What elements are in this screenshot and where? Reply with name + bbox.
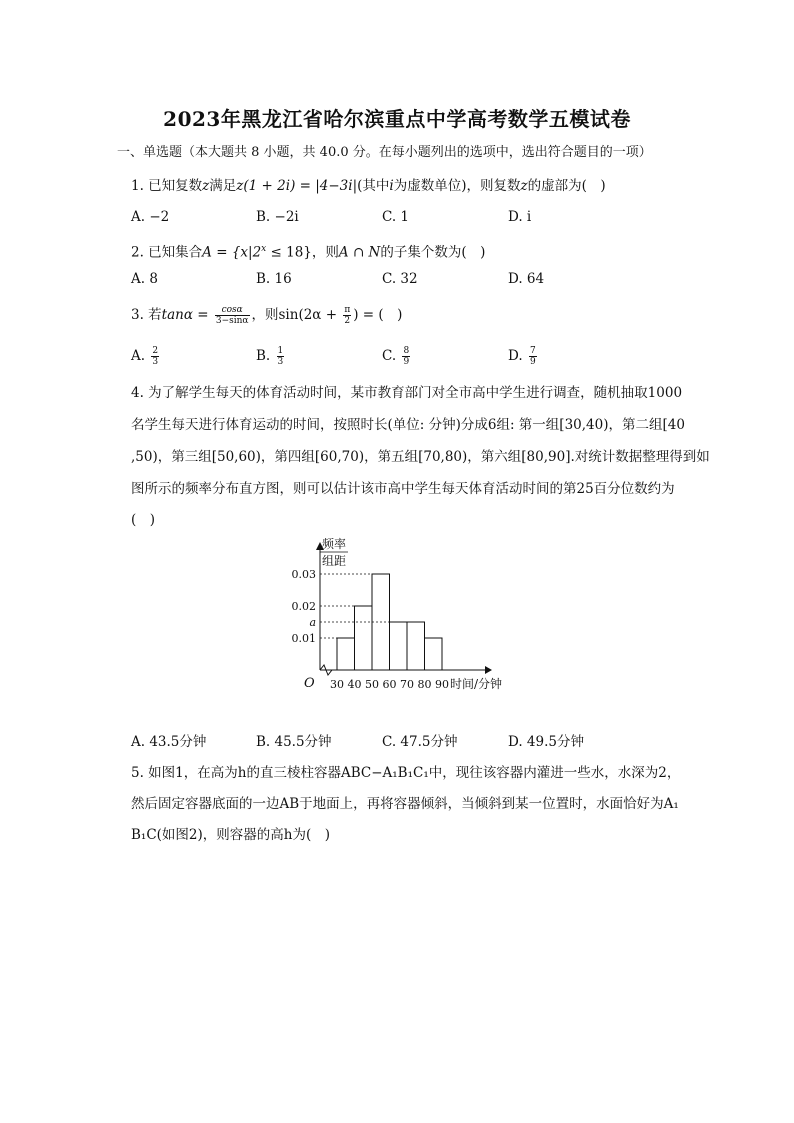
y-tick-label: a (309, 616, 316, 629)
y-label-bottom: 组距 (322, 554, 347, 568)
q1-option-c[interactable]: C. 1 (382, 209, 410, 225)
q4-line-5: ( ) (131, 512, 156, 528)
q2-option-b[interactable]: B. 16 (256, 271, 292, 287)
q2-expression: ≤ 18} (266, 244, 312, 261)
q3-denominator: 2 (344, 316, 351, 326)
option-letter: D. (508, 348, 523, 364)
histogram-bar (425, 638, 443, 670)
q4-line-1: 4. 为了解学生每天的体育活动时间，某市教育部门对全市高中学生进行调查，随机抽取1000 (131, 385, 683, 401)
q1-var: z (202, 178, 210, 194)
option-letter: C. (382, 348, 397, 364)
option-denominator: 3 (152, 357, 159, 367)
x-tick-label: 30 (330, 678, 344, 691)
q2-option-c[interactable]: C. 32 (382, 271, 418, 287)
histogram-bar (407, 622, 425, 670)
option-numerator: 7 (529, 346, 536, 356)
q3-expression: ) = ( ) (353, 307, 403, 323)
q1-text: 满足 (209, 178, 237, 194)
question-1 (131, 177, 606, 195)
y-tick-label: 0.03 (291, 568, 316, 581)
q4-option-a[interactable]: A. 43.5分钟 (131, 734, 207, 750)
q3-option-d[interactable] (508, 346, 539, 367)
q3-text: ，则 (251, 307, 279, 323)
q1-expression: z(1 + 2i) = |4−3i| (236, 178, 358, 194)
q4-option-c[interactable]: C. 47.5分钟 (382, 734, 458, 750)
q4-option-b[interactable]: B. 45.5分钟 (256, 734, 332, 750)
option-numerator: 8 (403, 346, 410, 356)
option-denominator: 3 (277, 357, 284, 367)
q3-expression: sin(2α + (278, 307, 342, 323)
q1-var: i (389, 178, 394, 194)
q3-option-c[interactable] (382, 346, 412, 367)
q1-option-a[interactable]: A. −2 (131, 209, 170, 225)
q3-numerator: cosα (215, 305, 250, 316)
q1-option-d[interactable]: D. i (508, 209, 532, 225)
q3-denominator: 3−sinα (215, 316, 249, 326)
q1-text: 的虚部为( ) (527, 178, 606, 194)
histogram-bar (355, 606, 373, 670)
option-numerator: 1 (277, 346, 284, 356)
question-3 (131, 305, 402, 326)
q3-fraction (215, 305, 250, 326)
q2-expression: A = {x|2 (202, 244, 262, 261)
q1-text: 为虚数单位)，则复数 (393, 178, 521, 194)
x-tick-label: 50 (365, 678, 379, 691)
option-denominator: 9 (403, 357, 410, 367)
x-tick-label: 60 (382, 678, 397, 691)
q1-text: (其中 (357, 178, 390, 194)
option-letter: A. (131, 348, 146, 364)
q1-var: z (520, 178, 528, 194)
q1-text: 1. 已知复数 (131, 178, 203, 194)
q4-line-3: ,50)，第三组[50,60)，第四组[60,70)，第五组[70,80)，第六组[80,90].对统计数据整理得到如 (131, 449, 710, 465)
origin-label: O (304, 676, 315, 691)
x-tick-label: 80 (417, 678, 432, 691)
q5-line-2: 然后固定容器底面的一边AB于地面上，再将容器倾斜，当倾斜到某一位置时，水面恰好为A₁ (131, 796, 679, 812)
q2-text: 的子集个数为( ) (380, 244, 486, 261)
option-numerator: 2 (152, 346, 159, 356)
q3-numerator: π (344, 305, 351, 315)
q3-text: 3. 若 (131, 307, 162, 323)
q3-expression: tanα = (161, 307, 213, 323)
q4-option-d[interactable]: D. 49.5分钟 (508, 734, 584, 750)
q2-exponent: x (261, 244, 267, 254)
y-tick-label: 0.01 (291, 632, 316, 645)
q2-option-a[interactable]: A. 8 (131, 271, 158, 287)
y-tick-label: 0.02 (291, 600, 316, 613)
q2-expression: A ∩ N (338, 244, 381, 261)
histogram-bar (337, 638, 355, 670)
question-2 (131, 240, 485, 262)
x-axis-label: 时间/分钟 (450, 677, 503, 691)
q3-pi-fraction (343, 305, 351, 326)
option-denominator: 9 (529, 357, 536, 367)
x-tick-label: 40 (347, 678, 362, 691)
x-tick-label: 70 (400, 678, 414, 691)
q3-option-a[interactable] (131, 346, 161, 367)
frequency-histogram (280, 530, 530, 705)
option-letter: B. (256, 348, 271, 364)
q4-line-2: 名学生每天进行体育运动的时间，按照时长(单位: 分钟)分成6组: 第一组[30,40)，第二组[40 (131, 417, 685, 433)
x-axis-arrow (485, 666, 492, 674)
q2-option-d[interactable]: D. 64 (508, 271, 545, 287)
q4-line-4: 图所示的频率分布直方图，则可以估计该市高中学生每天体育活动时间的第25百分位数约为 (131, 481, 675, 497)
q2-text: 2. 已知集合 (131, 244, 203, 261)
q5-line-1: 5. 如图1，在高为h的直三棱柱容器ABC−A₁B₁C₁中，现往该容器内灌进一些水，水深为2， (131, 765, 681, 781)
section-heading: 一、单选题（本大题共 8 小题，共 40.0 分。在每小题列出的选项中，选出符合题目的一项） (117, 145, 652, 160)
x-tick-label: 90 (435, 678, 449, 691)
paper-title: 2023年黑龙江省哈尔滨重点中学高考数学五模试卷 (163, 107, 631, 131)
q1-option-b[interactable]: B. −2i (256, 209, 299, 225)
q5-line-3: B₁C(如图2)，则容器的高h为( ) (131, 827, 331, 843)
q2-text: ，则 (311, 244, 339, 261)
y-label-top: 频率 (322, 537, 347, 551)
q3-option-b[interactable] (256, 346, 286, 367)
histogram-bar (390, 622, 408, 670)
